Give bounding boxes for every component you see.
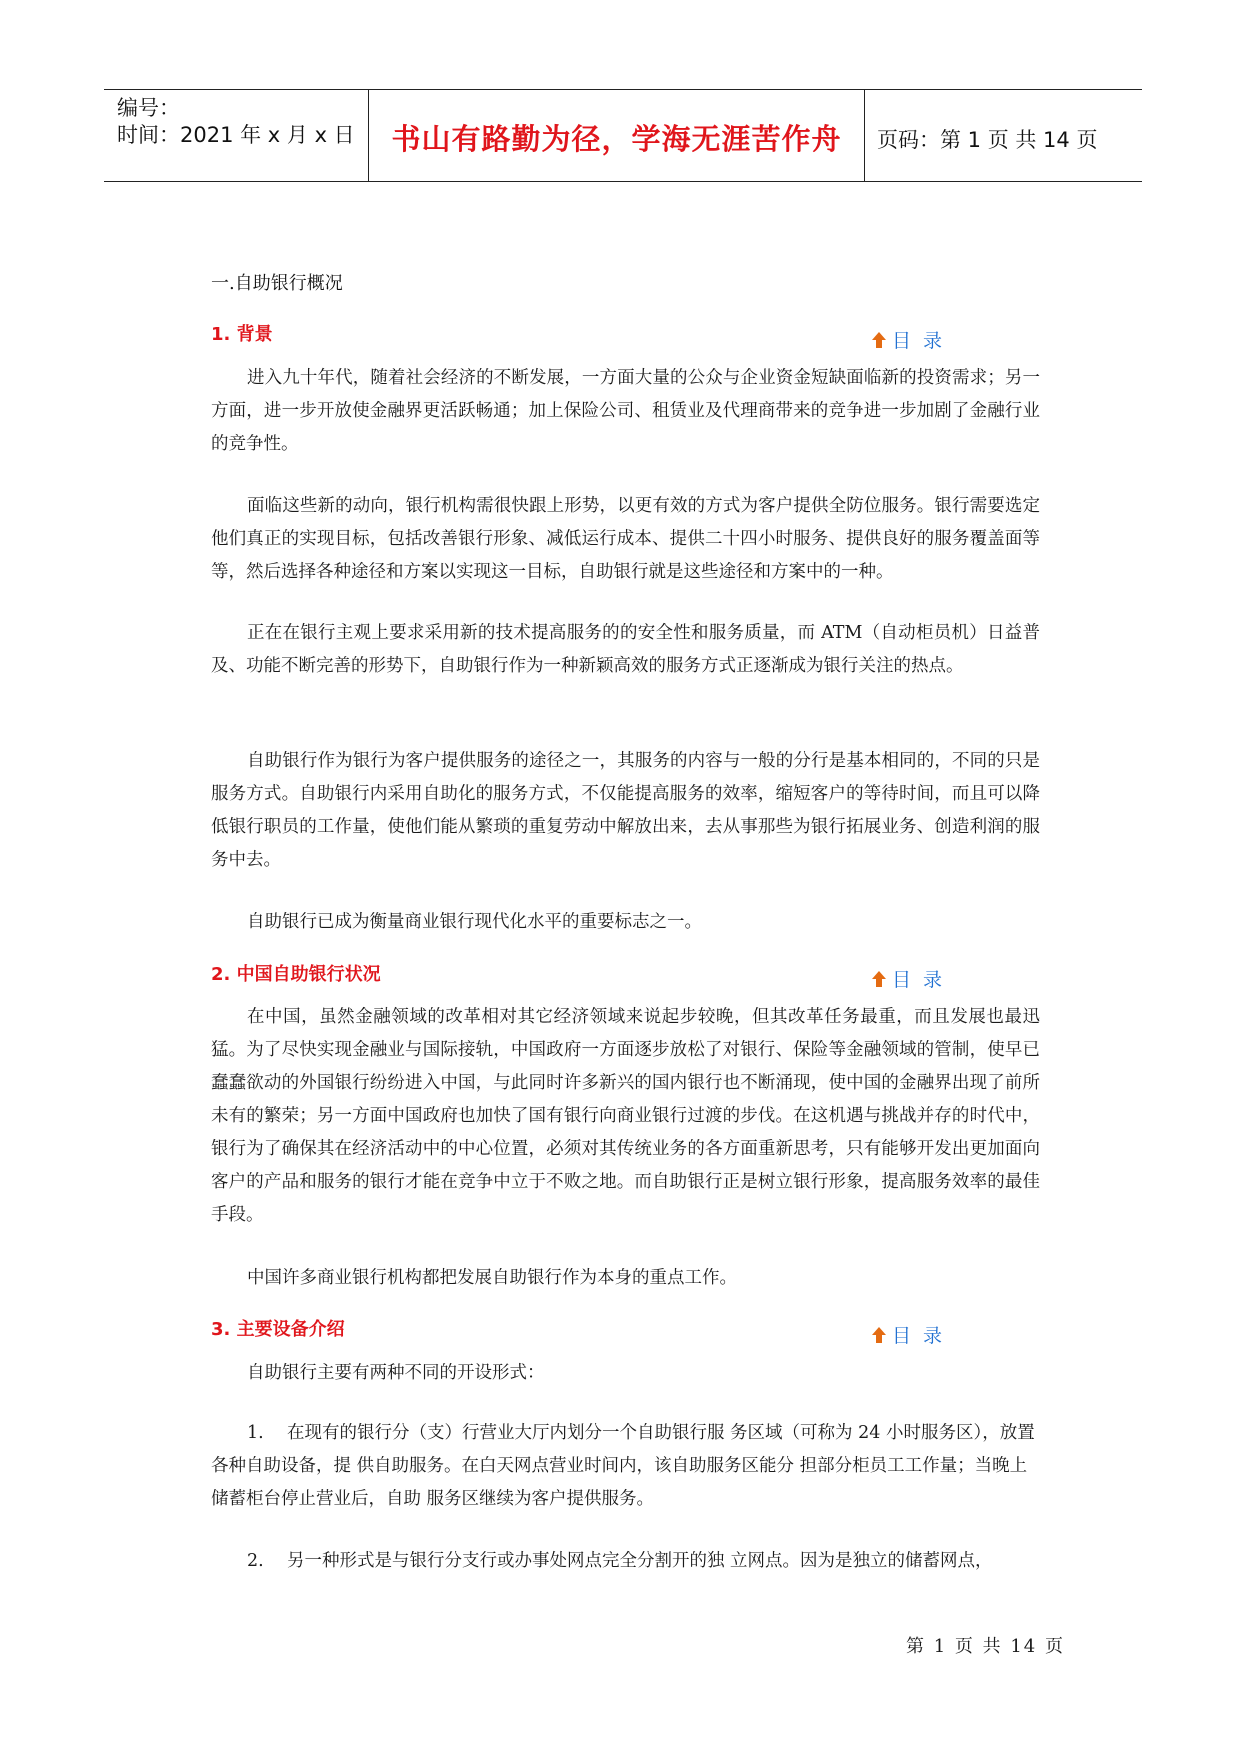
paragraph: 在中国，虽然金融领域的改革相对其它经济领域来说起步较晚，但其改革任务最重，而且发展也最迅猛。为了尽快实现金融业与国际接轨，中国政府一方面逐步放松了对银行、保险等金融领域的管制，使早已蠢蠢欲动的外国银行纷纷进入中国，与此同时许多新兴的国内银行也不断涌现，使中国的金融界出现了前所未有的繁荣；另一方面中国政府也加快了国有银行向商业银行过渡的步伐。在这机遇与挑战并存的时代中，银行为了确保其在经济活动中的中心位置，必须对其传统业务的各方面重新思考，只有能够开发出更加面向客户的产品和服务的银行才能在竞争中立于不败之地。而自助银行正是树立银行形象，提高服务效率的最佳手段。 [211,1007,1040,1225]
list-item-text: 另一种形式是与银行分支行或办事处网点完全分割开的独 立网点。因为是独立的储蓄网点， [287,1551,993,1571]
page-info-label: 页码：第 1 页 共 14 页 [877,128,1098,152]
heading-main-equipment: 3. 主要设备介绍 [211,1319,345,1340]
header-motto-cell [369,90,865,181]
page-header [104,89,1142,182]
list-item-text: 在现有的银行分（支）行营业大厅内划分一个自助银行服 务区域（可称为 24 小时服务区），放置各种自助设备，提 供自助服务。在白天网点营业时间内，该自助服务区能分 担部分柜员工工作量；当晚上储蓄柜台停止营业后，自助 服务区继续为客户提供服务。 [211,1423,1035,1509]
page-footer: 第 1 页 共 14 页 [906,1636,1065,1657]
paragraph: 自助银行作为银行为客户提供服务的途径之一，其服务的内容与一般的分行是基本相同的，不同的只是服务方式。自助银行内采用自助化的服务方式，不仅能提高服务的效率，缩短客户的等待时间，而且可以降低银行职员的工作量，使他们能从繁琐的重复劳动中解放出来，去从事那些为银行拓展业务、创造利润的服务中去。 [211,751,1040,870]
toc-link-label: 目 录 [892,330,946,352]
list-item-number: 1. [247,1423,264,1443]
header-info-cell [104,90,369,181]
toc-link[interactable] [872,965,945,992]
toc-link[interactable] [872,1321,945,1348]
paragraph: 面临这些新的动向，银行机构需很快跟上形势，以更有效的方式为客户提供全防位服务。银行需要选定他们真正的实现目标，包括改善银行形象、减低运行成本、提供二十四小时服务、提供良好的服务覆盖面等等，然后选择各种途径和方案以实现这一目标，自助银行就是这些途径和方案中的一种。 [211,496,1040,582]
toc-link-label: 目 录 [892,1325,946,1347]
header-page-cell [865,90,1142,181]
motto-text: 书山有路勤为径，学海无涯苦作舟 [391,122,842,156]
paragraph: 自助银行主要有两种不同的开设形式： [247,1363,545,1383]
list-item [211,1545,1040,1578]
document-number-label: 编号： [117,96,180,120]
up-arrow-icon [872,1327,886,1343]
document-time-label: 时间：2021 年 x 月 x 日 [117,123,355,147]
paragraph: 自助银行已成为衡量商业银行现代化水平的重要标志之一。 [247,912,702,932]
paragraph: 正在在银行主观上要求采用新的技术提高服务的的安全性和服务质量，而 ATM（自动柜员机）日益普及、功能不断完善的形势下，自助银行作为一种新颖高效的服务方式正逐渐成为银行关注的热点。 [211,623,1040,676]
up-arrow-icon [872,332,886,348]
toc-link-label: 目 录 [892,969,946,991]
section-title: 一.自助银行概况 [211,273,343,294]
up-arrow-icon [872,971,886,987]
paragraph: 进入九十年代，随着社会经济的不断发展，一方面大量的公众与企业资金短缺面临新的投资需求；另一方面，进一步开放使金融界更活跃畅通；加上保险公司、租赁业及代理商带来的竞争进一步加剧了金融行业的竞争性。 [211,368,1040,454]
paragraph: 中国许多商业银行机构都把发展自助银行作为本身的重点工作。 [247,1268,737,1288]
toc-link[interactable] [872,326,945,353]
list-item [211,1417,1040,1516]
heading-background: 1. 背景 [211,324,273,345]
heading-china-status: 2. 中国自助银行状况 [211,964,381,985]
list-item-number: 2. [247,1551,264,1571]
